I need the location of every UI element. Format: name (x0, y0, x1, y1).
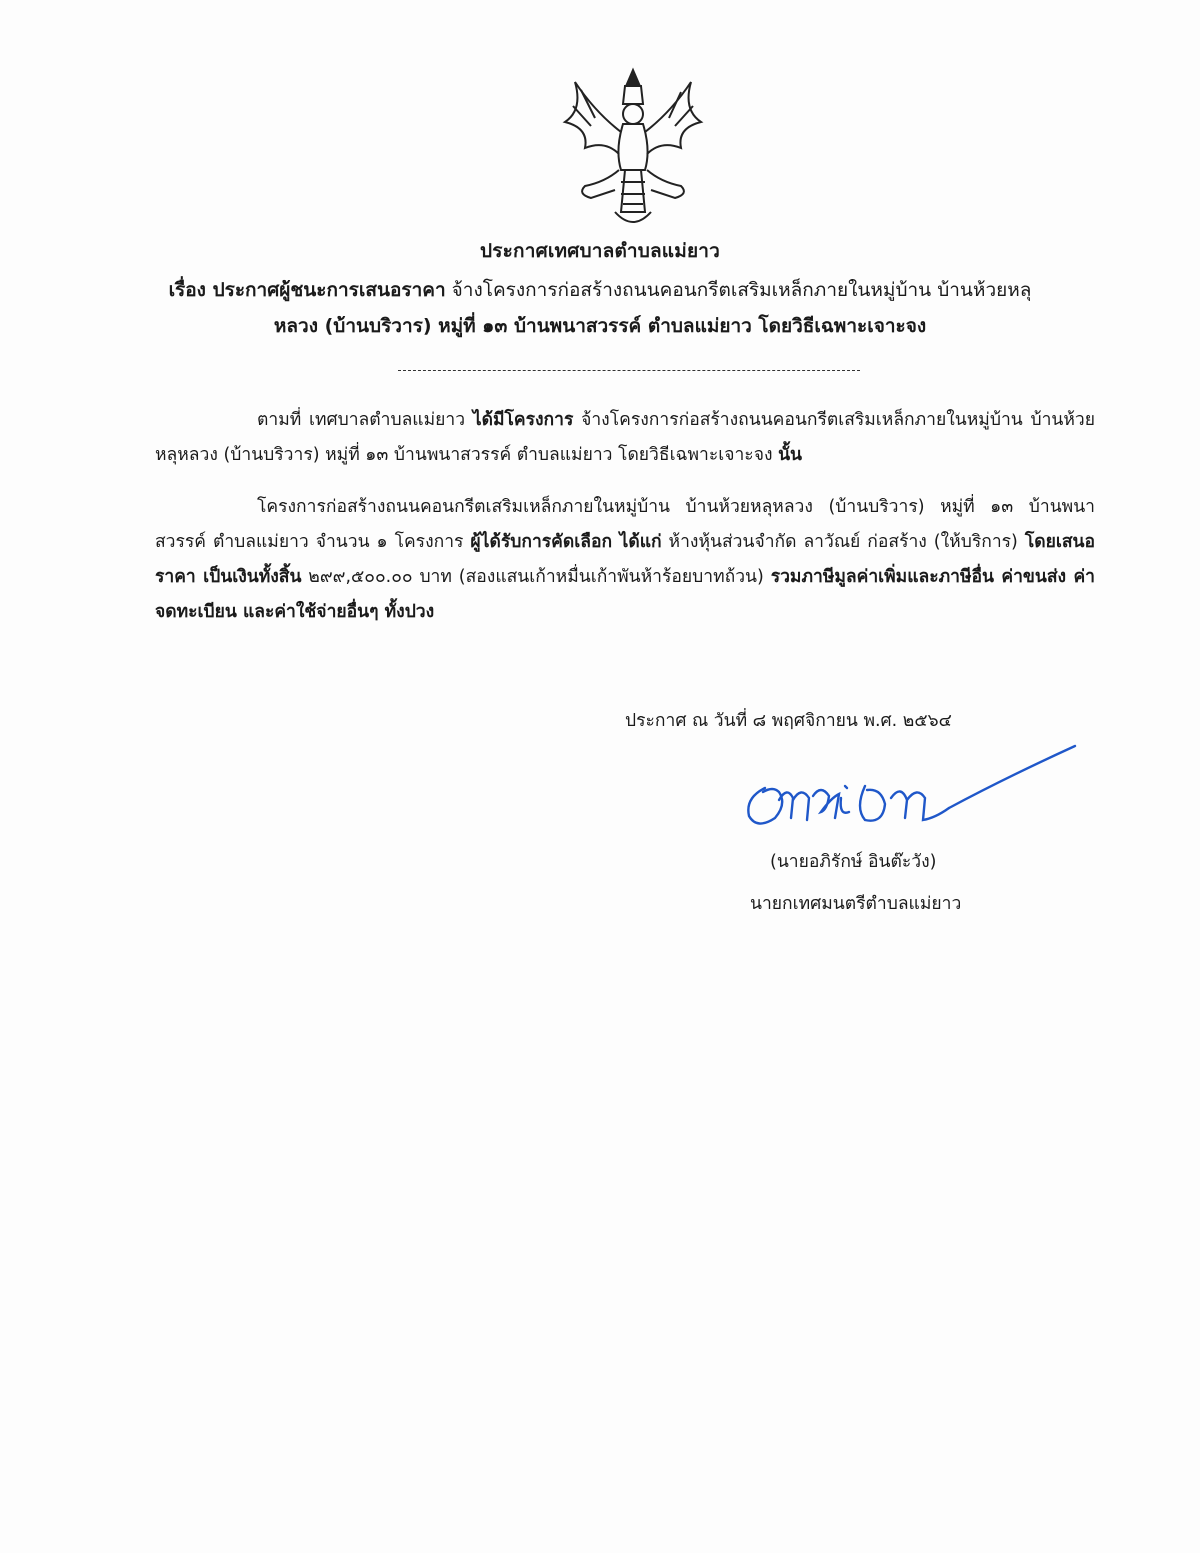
p2-text-f: รวมภาษีมูลค่าเพิ่มและภาษีอื่น ค่าขนส่ง ค่าจดทะเบียน และค่าใช้จ่ายอื่นๆ ทั้งปวง (155, 567, 1096, 622)
signer-name: (นายอภิรักษ์ อินต๊ะวัง) (770, 852, 937, 872)
p2-text-c: ห้างหุ้นส่วนจำกัด ลาวัณย์ ก่อสร้าง (ให้บริการ) (661, 532, 1025, 552)
subject-line-1-text: จ้างโครงการก่อสร้างถนนคอนกรีตเสริมเหล็กภายในหมู่บ้าน บ้านห้วยหลุ (445, 279, 1032, 301)
subject-line-2: หลวง (บ้านบริวาร) หมู่ที่ ๑๓ บ้านพนาสวรรค์ ตำบลแม่ยาว โดยวิธีเฉพาะเจาะจง (273, 315, 927, 337)
p2-text-b: ผู้ได้รับการคัดเลือก ได้แก่ (470, 532, 662, 552)
p2-text-e: ๒๙๙,๕๐๐.๐๐ บาท (สองแสนเก้าหมื่นเก้าพันห้าร้อยบาทถ้วน) (301, 567, 771, 587)
signer-position: นายกเทศมนตรีตำบลแม่ยาว (750, 894, 962, 914)
subject-block (150, 272, 1050, 344)
paragraph-2 (155, 490, 1095, 630)
subject-label: เรื่อง ประกาศผู้ชนะการเสนอราคา (168, 279, 446, 301)
garuda-emblem-icon (555, 62, 711, 232)
announce-date: ประกาศ ณ วันที่ ๘ พฤศจิกายน พ.ศ. ๒๕๖๔ (625, 711, 952, 731)
announcement-title: ประกาศเทศบาลตำบลแม่ยาว (479, 240, 721, 262)
p1-text-a: ตามที่ เทศบาลตำบลแม่ยาว (257, 410, 473, 430)
paragraph-1 (155, 403, 1095, 473)
p1-text-d: นั้น (778, 445, 802, 465)
p1-text-b: ได้มีโครงการ (472, 410, 574, 430)
p2-text-a: โครงการก่อสร้างถนนคอนกรีตเสริมเหล็กภายในหมู่บ้าน บ้านห้วยหลุหลวง (บ้านบริวาร) หมู่ที่ ๑๓ บ้านพนาสวรรค์ ตำบลแม่ยาว จำนวน ๑ โครงการ (155, 497, 1095, 552)
subject-line-1 (150, 272, 1050, 308)
p1-text-c: จ้างโครงการก่อสร้างถนนคอนกรีตเสริมเหล็กภายในหมู่บ้าน บ้านห้วยหลุหลวง (บ้านบริวาร) หมู่ที่ ๑๓ บ้านพนาสวรรค์ ตำบลแม่ยาว โดยวิธีเฉพาะเจาะจง (155, 410, 1095, 465)
signature-icon (735, 738, 1085, 848)
p2-text-d: โดยเสนอราคา เป็นเงินทั้งสิ้น (155, 532, 1095, 587)
separator-rule (398, 370, 860, 371)
